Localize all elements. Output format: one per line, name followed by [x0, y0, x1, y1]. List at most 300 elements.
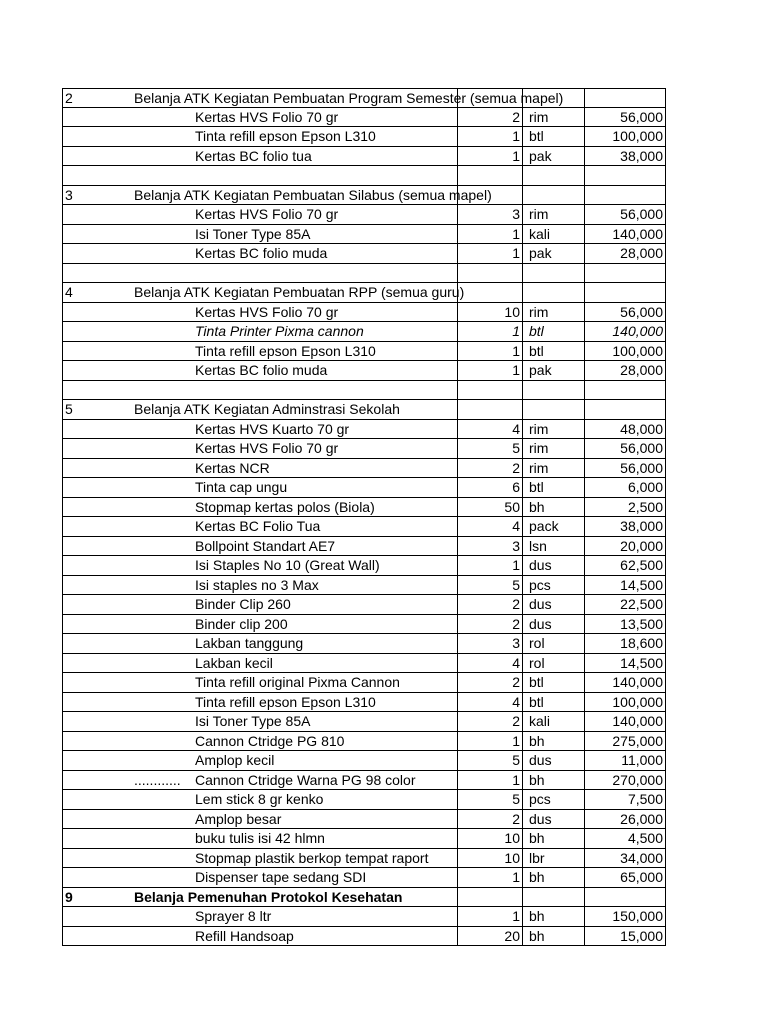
item-name: Amplop kecil [195, 752, 275, 768]
item-name: Tinta refill epson Epson L310 [195, 128, 376, 144]
item-unit: bh [529, 771, 545, 788]
cell-unit[interactable] [523, 478, 585, 498]
cell-price[interactable] [585, 127, 666, 147]
cell-price[interactable] [585, 810, 666, 830]
cell-unit[interactable] [523, 342, 585, 362]
cell-unit[interactable] [523, 322, 585, 342]
item-name: Isi Toner Type 85A [195, 713, 311, 729]
item-name: Isi Staples No 10 (Great Wall) [195, 557, 380, 573]
cell-unit[interactable] [523, 849, 585, 869]
table-row [62, 322, 666, 342]
cell-item-name[interactable] [62, 303, 458, 323]
section-number: 3 [65, 186, 73, 203]
cell-price[interactable] [585, 205, 666, 225]
cell-price[interactable] [585, 361, 666, 381]
cell-item-name[interactable] [62, 868, 458, 888]
cell-qty[interactable] [458, 673, 523, 693]
cell-item-name[interactable] [62, 771, 458, 791]
empty-row [62, 166, 666, 186]
item-name: Kertas BC Folio Tua [195, 518, 321, 534]
item-unit: rim [529, 459, 549, 476]
cell-qty[interactable] [458, 595, 523, 615]
item-qty: 1 [512, 147, 520, 164]
table-row [62, 576, 666, 596]
item-price: 20,000 [620, 537, 663, 554]
item-price: 56,000 [620, 303, 663, 320]
item-unit: dus [529, 810, 552, 827]
item-unit: rim [529, 420, 549, 437]
cell-price[interactable] [585, 244, 666, 264]
cell-unit[interactable] [523, 771, 585, 791]
cell-section-title[interactable] [62, 400, 458, 420]
table-row [62, 693, 666, 713]
cell-unit[interactable] [523, 303, 585, 323]
table-row [62, 712, 666, 732]
section-header-row [62, 400, 666, 420]
section-number: 4 [65, 284, 73, 300]
cell-unit[interactable] [523, 907, 585, 927]
cell-unit[interactable] [523, 927, 585, 947]
cell-price[interactable] [585, 303, 666, 323]
cell-section-title[interactable] [62, 88, 564, 108]
cell-unit[interactable] [523, 127, 585, 147]
item-qty: 10 [504, 830, 520, 846]
item-qty: 3 [512, 537, 520, 554]
item-unit: bh [529, 908, 545, 924]
item-unit: rim [529, 108, 549, 125]
cell-unit[interactable] [523, 186, 585, 206]
cell-qty[interactable] [458, 283, 523, 303]
section-header-row [62, 888, 666, 908]
cell-qty[interactable] [458, 205, 523, 225]
cell-qty[interactable] [458, 771, 523, 791]
cell-item-name[interactable] [62, 673, 458, 693]
cell-item-name[interactable] [62, 225, 458, 245]
item-unit: pack [529, 518, 559, 534]
item-qty: 1 [512, 557, 520, 573]
item-name: Dispenser tape sedang SDI [195, 869, 367, 885]
cell-unit[interactable] [523, 420, 585, 440]
cell-price[interactable] [585, 673, 666, 693]
cell-item-name[interactable] [62, 790, 458, 810]
cell-price[interactable] [585, 186, 666, 206]
item-qty: 2 [512, 615, 520, 632]
item-qty: 10 [504, 303, 520, 320]
cell-price[interactable] [585, 322, 666, 342]
item-price: 140,000 [612, 674, 663, 690]
item-name: Cannon Ctridge PG 810 [195, 732, 345, 749]
cell-price[interactable] [585, 264, 666, 284]
cell-description[interactable] [62, 381, 458, 401]
item-price: 270,000 [612, 771, 663, 788]
cell-unit[interactable] [523, 868, 585, 888]
item-price: 15,000 [620, 927, 663, 944]
item-unit: lbr [529, 849, 545, 866]
item-name: Stopmap plastik berkop tempat raport [195, 849, 429, 866]
item-qty: 2 [512, 459, 520, 476]
cell-unit[interactable] [523, 693, 585, 713]
cell-price[interactable] [585, 615, 666, 635]
cell-unit[interactable] [523, 829, 585, 849]
cell-price[interactable] [585, 751, 666, 771]
cell-price[interactable] [585, 595, 666, 615]
item-qty: 4 [512, 654, 520, 671]
cell-item-name[interactable] [62, 459, 458, 479]
cell-qty[interactable] [458, 693, 523, 713]
cell-qty[interactable] [458, 264, 523, 284]
cell-qty[interactable] [458, 108, 523, 128]
cell-item-name[interactable] [62, 147, 458, 167]
item-price: 150,000 [612, 908, 663, 924]
section-title: Belanja ATK Kegiatan Pembuatan Silabus (semua mapel) [134, 186, 492, 203]
item-price: 18,600 [620, 635, 663, 651]
cell-price[interactable] [585, 888, 666, 908]
cell-unit[interactable] [523, 576, 585, 596]
item-name: Tinta refill epson Epson L310 [195, 342, 376, 359]
item-qty: 1 [512, 771, 520, 788]
section-title: Belanja ATK Kegiatan Pembuatan RPP (semua guru) [134, 284, 465, 300]
cell-item-name[interactable] [62, 439, 458, 459]
item-unit: kali [529, 713, 551, 729]
cell-item-name[interactable] [62, 849, 458, 869]
cell-qty[interactable] [458, 322, 523, 342]
cell-price[interactable] [585, 556, 666, 576]
item-unit: rol [529, 635, 545, 651]
cell-price[interactable] [585, 849, 666, 869]
cell-price[interactable] [585, 634, 666, 654]
cell-qty[interactable] [458, 381, 523, 401]
item-unit: lsn [529, 537, 547, 554]
table-row [62, 634, 666, 654]
cell-unit[interactable] [523, 712, 585, 732]
cell-price[interactable] [585, 771, 666, 791]
table-row [62, 654, 666, 674]
item-name: Tinta refill epson Epson L310 [195, 693, 376, 710]
cell-qty[interactable] [458, 868, 523, 888]
cell-item-name[interactable] [62, 420, 458, 440]
item-unit: dus [529, 615, 552, 632]
cell-unit[interactable] [523, 595, 585, 615]
cell-qty[interactable] [458, 244, 523, 264]
section-header-row [62, 186, 666, 206]
section-title: Belanja ATK Kegiatan Pembuatan Program Semester (semua mapel) [134, 90, 564, 106]
table-row [62, 439, 666, 459]
item-qty: 1 [512, 342, 520, 359]
section-number: 2 [65, 90, 73, 106]
table-row [62, 907, 666, 927]
item-name: Kertas BC folio tua [195, 147, 312, 164]
item-price: 28,000 [620, 245, 663, 261]
item-price: 11,000 [621, 752, 663, 768]
cell-price[interactable] [585, 459, 666, 479]
item-qty: 20 [504, 927, 520, 944]
cell-price[interactable] [585, 381, 666, 401]
cell-item-name[interactable] [62, 322, 458, 342]
cell-unit[interactable] [523, 556, 585, 576]
item-unit: dus [529, 596, 552, 612]
item-name: Tinta cap ungu [195, 479, 288, 495]
cell-qty[interactable] [458, 634, 523, 654]
cell-price[interactable] [585, 712, 666, 732]
cell-item-name[interactable] [62, 478, 458, 498]
item-qty: 2 [512, 108, 520, 125]
table-row [62, 498, 666, 518]
cell-item-name[interactable] [62, 556, 458, 576]
table-row [62, 595, 666, 615]
table-row [62, 829, 666, 849]
cell-unit[interactable] [523, 810, 585, 830]
cell-price[interactable] [585, 732, 666, 752]
item-price: 56,000 [620, 440, 663, 456]
cell-item-name[interactable] [62, 361, 458, 381]
cell-qty[interactable] [458, 732, 523, 752]
cell-section-title[interactable] [62, 186, 492, 206]
item-price: 7,500 [627, 791, 663, 807]
cell-qty[interactable] [458, 459, 523, 479]
cell-qty[interactable] [458, 439, 523, 459]
item-qty: 5 [512, 791, 520, 807]
cell-price[interactable] [585, 693, 666, 713]
item-name: Isi staples no 3 Max [195, 576, 319, 593]
cell-qty[interactable] [458, 400, 523, 420]
item-unit: bh [529, 869, 545, 885]
item-name: Lem stick 8 gr kenko [195, 791, 324, 807]
item-price: 62,500 [620, 557, 663, 573]
cell-unit[interactable] [523, 654, 585, 674]
cell-item-name[interactable] [62, 108, 458, 128]
cell-item-name[interactable] [62, 127, 458, 147]
item-price: 140,000 [612, 713, 663, 729]
cell-price[interactable] [585, 342, 666, 362]
item-qty: 1 [512, 362, 520, 378]
cell-price[interactable] [585, 790, 666, 810]
cell-item-name[interactable] [62, 927, 458, 947]
item-unit: pcs [529, 791, 551, 807]
cell-unit[interactable] [523, 108, 585, 128]
table-row [62, 732, 666, 752]
cell-item-name[interactable] [62, 537, 458, 557]
cell-unit[interactable] [523, 225, 585, 245]
cell-qty[interactable] [458, 751, 523, 771]
item-unit: rol [529, 654, 545, 671]
item-name: Kertas HVS Folio 70 gr [195, 108, 339, 125]
cell-item-name[interactable] [62, 693, 458, 713]
cell-unit[interactable] [523, 673, 585, 693]
item-price: 275,000 [612, 732, 663, 749]
cell-qty[interactable] [458, 498, 523, 518]
cell-qty[interactable] [458, 147, 523, 167]
cell-item-name[interactable] [62, 615, 458, 635]
cell-qty[interactable] [458, 907, 523, 927]
item-price: 56,000 [620, 108, 663, 125]
cell-qty[interactable] [458, 225, 523, 245]
cell-unit[interactable] [523, 439, 585, 459]
cell-unit[interactable] [523, 888, 585, 908]
item-name: Kertas BC folio muda [195, 245, 328, 261]
cell-item-name[interactable] [62, 595, 458, 615]
cell-item-name[interactable] [62, 576, 458, 596]
item-qty: 4 [512, 518, 520, 534]
cell-price[interactable] [585, 907, 666, 927]
cell-item-name[interactable] [62, 205, 458, 225]
cell-unit[interactable] [523, 147, 585, 167]
item-unit: pak [529, 245, 552, 261]
cell-unit[interactable] [523, 517, 585, 537]
cell-price[interactable] [585, 927, 666, 947]
table-row [62, 459, 666, 479]
table-row [62, 556, 666, 576]
cell-unit[interactable] [523, 283, 585, 303]
item-name: Kertas HVS Folio 70 gr [195, 303, 339, 320]
cell-price[interactable] [585, 498, 666, 518]
cell-unit[interactable] [523, 634, 585, 654]
cell-qty[interactable] [458, 342, 523, 362]
cell-price[interactable] [585, 283, 666, 303]
cell-price[interactable] [585, 420, 666, 440]
cell-item-name[interactable] [62, 634, 458, 654]
cell-unit[interactable] [523, 732, 585, 752]
cell-section-title[interactable] [62, 283, 465, 303]
table-row [62, 478, 666, 498]
cell-qty[interactable] [458, 361, 523, 381]
item-qty: 10 [504, 849, 520, 866]
cell-qty[interactable] [458, 303, 523, 323]
cell-price[interactable] [585, 868, 666, 888]
item-qty: 3 [512, 635, 520, 651]
cell-qty[interactable] [458, 537, 523, 557]
cell-qty[interactable] [458, 127, 523, 147]
cell-price[interactable] [585, 654, 666, 674]
item-price: 38,000 [620, 518, 663, 534]
cell-qty[interactable] [458, 927, 523, 947]
cell-qty[interactable] [458, 556, 523, 576]
cell-qty[interactable] [458, 888, 523, 908]
item-name: Tinta Printer Pixma cannon [195, 323, 364, 339]
empty-row [62, 264, 666, 284]
item-price: 14,500 [620, 654, 663, 671]
cell-item-name[interactable] [62, 712, 458, 732]
item-unit: bh [529, 732, 545, 749]
item-qty: 1 [512, 869, 520, 885]
item-name: buku tulis isi 42 hlmn [195, 830, 325, 846]
cell-qty[interactable] [458, 166, 523, 186]
cell-price[interactable] [585, 400, 666, 420]
cell-price[interactable] [585, 576, 666, 596]
table-row [62, 244, 666, 264]
cell-qty[interactable] [458, 576, 523, 596]
cell-item-name[interactable] [62, 244, 458, 264]
cell-unit[interactable] [523, 498, 585, 518]
cell-price[interactable] [585, 166, 666, 186]
cell-section-title[interactable] [62, 888, 458, 908]
cell-unit[interactable] [523, 790, 585, 810]
cell-unit[interactable] [523, 751, 585, 771]
cell-unit[interactable] [523, 205, 585, 225]
cell-unit[interactable] [523, 537, 585, 557]
item-qty: 1 [512, 245, 520, 261]
cell-item-name[interactable] [62, 907, 458, 927]
section-title: Belanja Pemenuhan Protokol Kesehatan [134, 888, 403, 905]
cell-unit[interactable] [523, 400, 585, 420]
cell-price[interactable] [585, 537, 666, 557]
cell-item-name[interactable] [62, 829, 458, 849]
item-unit: btl [529, 128, 544, 144]
cell-unit[interactable] [523, 264, 585, 284]
item-name: Kertas BC folio muda [195, 362, 328, 378]
cell-qty[interactable] [458, 654, 523, 674]
item-unit: pak [529, 147, 552, 164]
item-qty: 1 [512, 732, 520, 749]
item-name: Kertas HVS Folio 70 gr [195, 440, 339, 456]
item-name: Stopmap kertas polos (Biola) [195, 498, 375, 515]
cell-qty[interactable] [458, 420, 523, 440]
table-row [62, 927, 666, 947]
item-price: 2,500 [627, 498, 663, 515]
cell-unit[interactable] [523, 361, 585, 381]
item-qty: 5 [512, 576, 520, 593]
item-unit: bh [529, 830, 545, 846]
cell-unit[interactable] [523, 615, 585, 635]
cell-item-name[interactable] [62, 751, 458, 771]
cell-price[interactable] [585, 829, 666, 849]
cell-item-name[interactable] [62, 498, 458, 518]
cell-qty[interactable] [458, 517, 523, 537]
item-price: 38,000 [620, 147, 663, 164]
cell-qty[interactable] [458, 829, 523, 849]
cell-price[interactable] [585, 517, 666, 537]
empty-row [62, 381, 666, 401]
item-price: 13,500 [620, 615, 663, 632]
cell-price[interactable] [585, 478, 666, 498]
cell-item-name[interactable] [62, 517, 458, 537]
cell-unit[interactable] [523, 381, 585, 401]
item-price: 100,000 [612, 128, 663, 144]
cell-item-name[interactable] [62, 342, 458, 362]
table-row [62, 790, 666, 810]
cell-qty[interactable] [458, 810, 523, 830]
cell-description[interactable] [62, 264, 458, 284]
item-name: Kertas HVS Folio 70 gr [195, 206, 339, 222]
cell-unit[interactable] [523, 244, 585, 264]
cell-qty[interactable] [458, 849, 523, 869]
cell-description[interactable] [62, 166, 458, 186]
cell-item-name[interactable] [62, 654, 458, 674]
section-title: Belanja ATK Kegiatan Adminstrasi Sekolah [134, 401, 400, 417]
cell-qty[interactable] [458, 615, 523, 635]
table-row [62, 127, 666, 147]
cell-price[interactable] [585, 147, 666, 167]
item-unit: rim [529, 206, 549, 222]
cell-price[interactable] [585, 108, 666, 128]
cell-item-name[interactable] [62, 810, 458, 830]
cell-qty[interactable] [458, 478, 523, 498]
cell-unit[interactable] [523, 459, 585, 479]
table-row [62, 771, 666, 791]
cell-unit[interactable] [523, 166, 585, 186]
item-name: Tinta refill original Pixma Cannon [195, 674, 400, 690]
table-row [62, 420, 666, 440]
cell-item-name[interactable] [62, 732, 458, 752]
section-header-row [62, 88, 666, 108]
spreadsheet-table [62, 88, 666, 946]
table-row [62, 868, 666, 888]
cell-qty[interactable] [458, 790, 523, 810]
item-qty: 5 [512, 440, 520, 456]
cell-price[interactable] [585, 225, 666, 245]
cell-price[interactable] [585, 88, 666, 108]
cell-qty[interactable] [458, 712, 523, 732]
cell-price[interactable] [585, 439, 666, 459]
